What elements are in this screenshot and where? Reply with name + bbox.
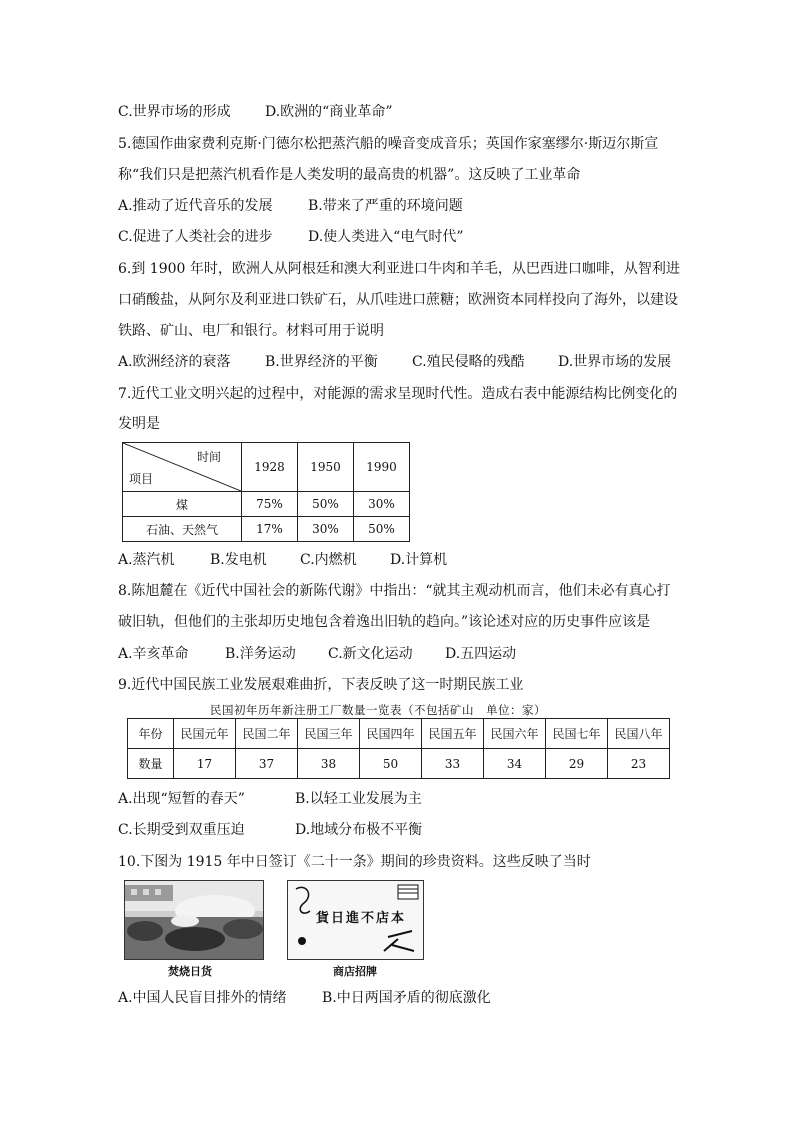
row-label: 石油、天然气 — [123, 517, 242, 542]
table-cell: 33 — [422, 749, 484, 779]
sign-text: 貨日進不店本 — [316, 911, 407, 926]
question-8-stem: 破旧轨，但他们的主张却历史地包含着逸出旧轨的趋向。”该论述对应的历史事件应该是 — [118, 614, 651, 630]
corner-bottom-label: 项目 — [129, 472, 154, 486]
option-text: D.世界市场的发展 — [558, 354, 672, 370]
table-cell: 37 — [236, 749, 298, 779]
option-text: C.殖民侵略的残酷 — [412, 354, 525, 370]
row-label: 年份 — [128, 719, 174, 749]
table-row — [128, 749, 670, 779]
table-cell: 民国二年 — [236, 719, 298, 749]
option-text: D.使人类进入“电气时代” — [308, 229, 464, 245]
table-corner-cell — [123, 443, 242, 492]
table-cell: 30% — [298, 517, 354, 542]
option-text: C.长期受到双重压迫 — [118, 822, 245, 838]
table-cell: 29 — [546, 749, 608, 779]
shop-sign-photo — [287, 880, 424, 960]
table-row — [128, 719, 670, 749]
option-text: B.洋务运动 — [225, 646, 296, 662]
photo-caption: 商店招牌 — [333, 965, 377, 978]
option-text: A.中国人民盲目排外的情绪 — [118, 990, 287, 1006]
question-6-stem: 6.到 1900 年时，欧洲人从阿根廷和澳大利亚进口牛肉和羊毛，从巴西进口咖啡，从智利进 — [118, 261, 680, 277]
corner-top-label: 时间 — [196, 450, 221, 464]
table-cell: 23 — [608, 749, 670, 779]
option-text: D.地域分布极不平衡 — [295, 822, 423, 838]
table-row — [123, 517, 410, 542]
option-text: C.新文化运动 — [328, 646, 413, 662]
year-header: 1950 — [298, 443, 354, 492]
option-text: B.以轻工业发展为主 — [295, 791, 422, 807]
table-cell: 38 — [298, 749, 360, 779]
crowd-photo — [124, 880, 264, 960]
table-cell: 50 — [360, 749, 422, 779]
year-header: 1990 — [354, 443, 410, 492]
table-cell: 民国四年 — [360, 719, 422, 749]
question-9-stem: 9.近代中国民族工业发展艰难曲折，下表反映了这一时期民族工业 — [118, 677, 524, 693]
option-text: C.促进了人类社会的进步 — [118, 229, 273, 245]
question-8-stem: 8.陈旭麓在《近代中国社会的新陈代谢》中指出：“就其主观动机而言，他们未必有真心打 — [118, 583, 671, 599]
option-text: A.蒸汽机 — [118, 552, 175, 568]
table-cell: 34 — [484, 749, 546, 779]
question-5-stem: 5.德国作曲家费利克斯·门德尔松把蒸汽船的噪音变成音乐；英国作家塞缪尔·斯迈尔斯宣 — [118, 136, 659, 152]
question-6-stem: 铁路、矿山、电厂和银行。材料可用于说明 — [118, 323, 384, 339]
option-text: A.欧洲经济的衰落 — [118, 354, 231, 370]
question-6-stem: 口硝酸盐，从阿尔及利亚进口铁矿石，从爪哇进口蔗糖；欧洲资本同样投向了海外，以建设 — [118, 292, 678, 308]
crowd-photo-image — [125, 881, 263, 959]
option-text: C.内燃机 — [300, 552, 357, 568]
year-header: 1928 — [242, 443, 298, 492]
table-cell: 30% — [354, 492, 410, 517]
question-5-stem: 称“我们只是把蒸汽机看作是人类发明的最高贵的机器”。这反映了工业革命 — [118, 167, 581, 183]
option-text: D.欧洲的“商业革命” — [265, 104, 393, 120]
photo-caption: 焚烧日货 — [168, 965, 212, 978]
option-text: B.发电机 — [210, 552, 267, 568]
factory-table — [127, 718, 670, 779]
table-cell: 50% — [298, 492, 354, 517]
table-caption: 民国初年历年新注册工厂数量一览表（不包括矿山 单位：家） — [210, 703, 546, 717]
table-cell: 民国元年 — [174, 719, 236, 749]
row-label: 煤 — [123, 492, 242, 517]
table-cell: 民国五年 — [422, 719, 484, 749]
option-text: B.中日两国矛盾的彻底激化 — [322, 990, 491, 1006]
question-7-stem: 7.近代工业文明兴起的过程中，对能源的需求呈现时代性。造成右表中能源结构比例变化的 — [118, 386, 678, 402]
table-cell: 17% — [242, 517, 298, 542]
question-10-stem: 10.下图为 1915 年中日签订《二十一条》期间的珍贵资料。这些反映了当时 — [118, 854, 591, 870]
option-text: C.世界市场的形成 — [118, 104, 231, 120]
question-7-stem: 发明是 — [118, 416, 160, 432]
row-label: 数量 — [128, 749, 174, 779]
option-text: B.带来了严重的环境问题 — [308, 198, 463, 214]
energy-table — [122, 442, 410, 542]
table-cell: 17 — [174, 749, 236, 779]
table-cell: 50% — [354, 517, 410, 542]
table-cell: 民国三年 — [298, 719, 360, 749]
option-text: B.世界经济的平衡 — [265, 354, 378, 370]
table-cell: 民国六年 — [484, 719, 546, 749]
option-text: D.五四运动 — [445, 646, 517, 662]
table-cell: 75% — [242, 492, 298, 517]
table-row — [123, 492, 410, 517]
option-text: A.出现“短暂的春天” — [118, 791, 245, 807]
option-text: D.计算机 — [390, 552, 448, 568]
option-text: A.辛亥革命 — [118, 646, 189, 662]
table-cell: 民国八年 — [608, 719, 670, 749]
option-text: A.推动了近代音乐的发展 — [118, 198, 273, 214]
table-cell: 民国七年 — [546, 719, 608, 749]
